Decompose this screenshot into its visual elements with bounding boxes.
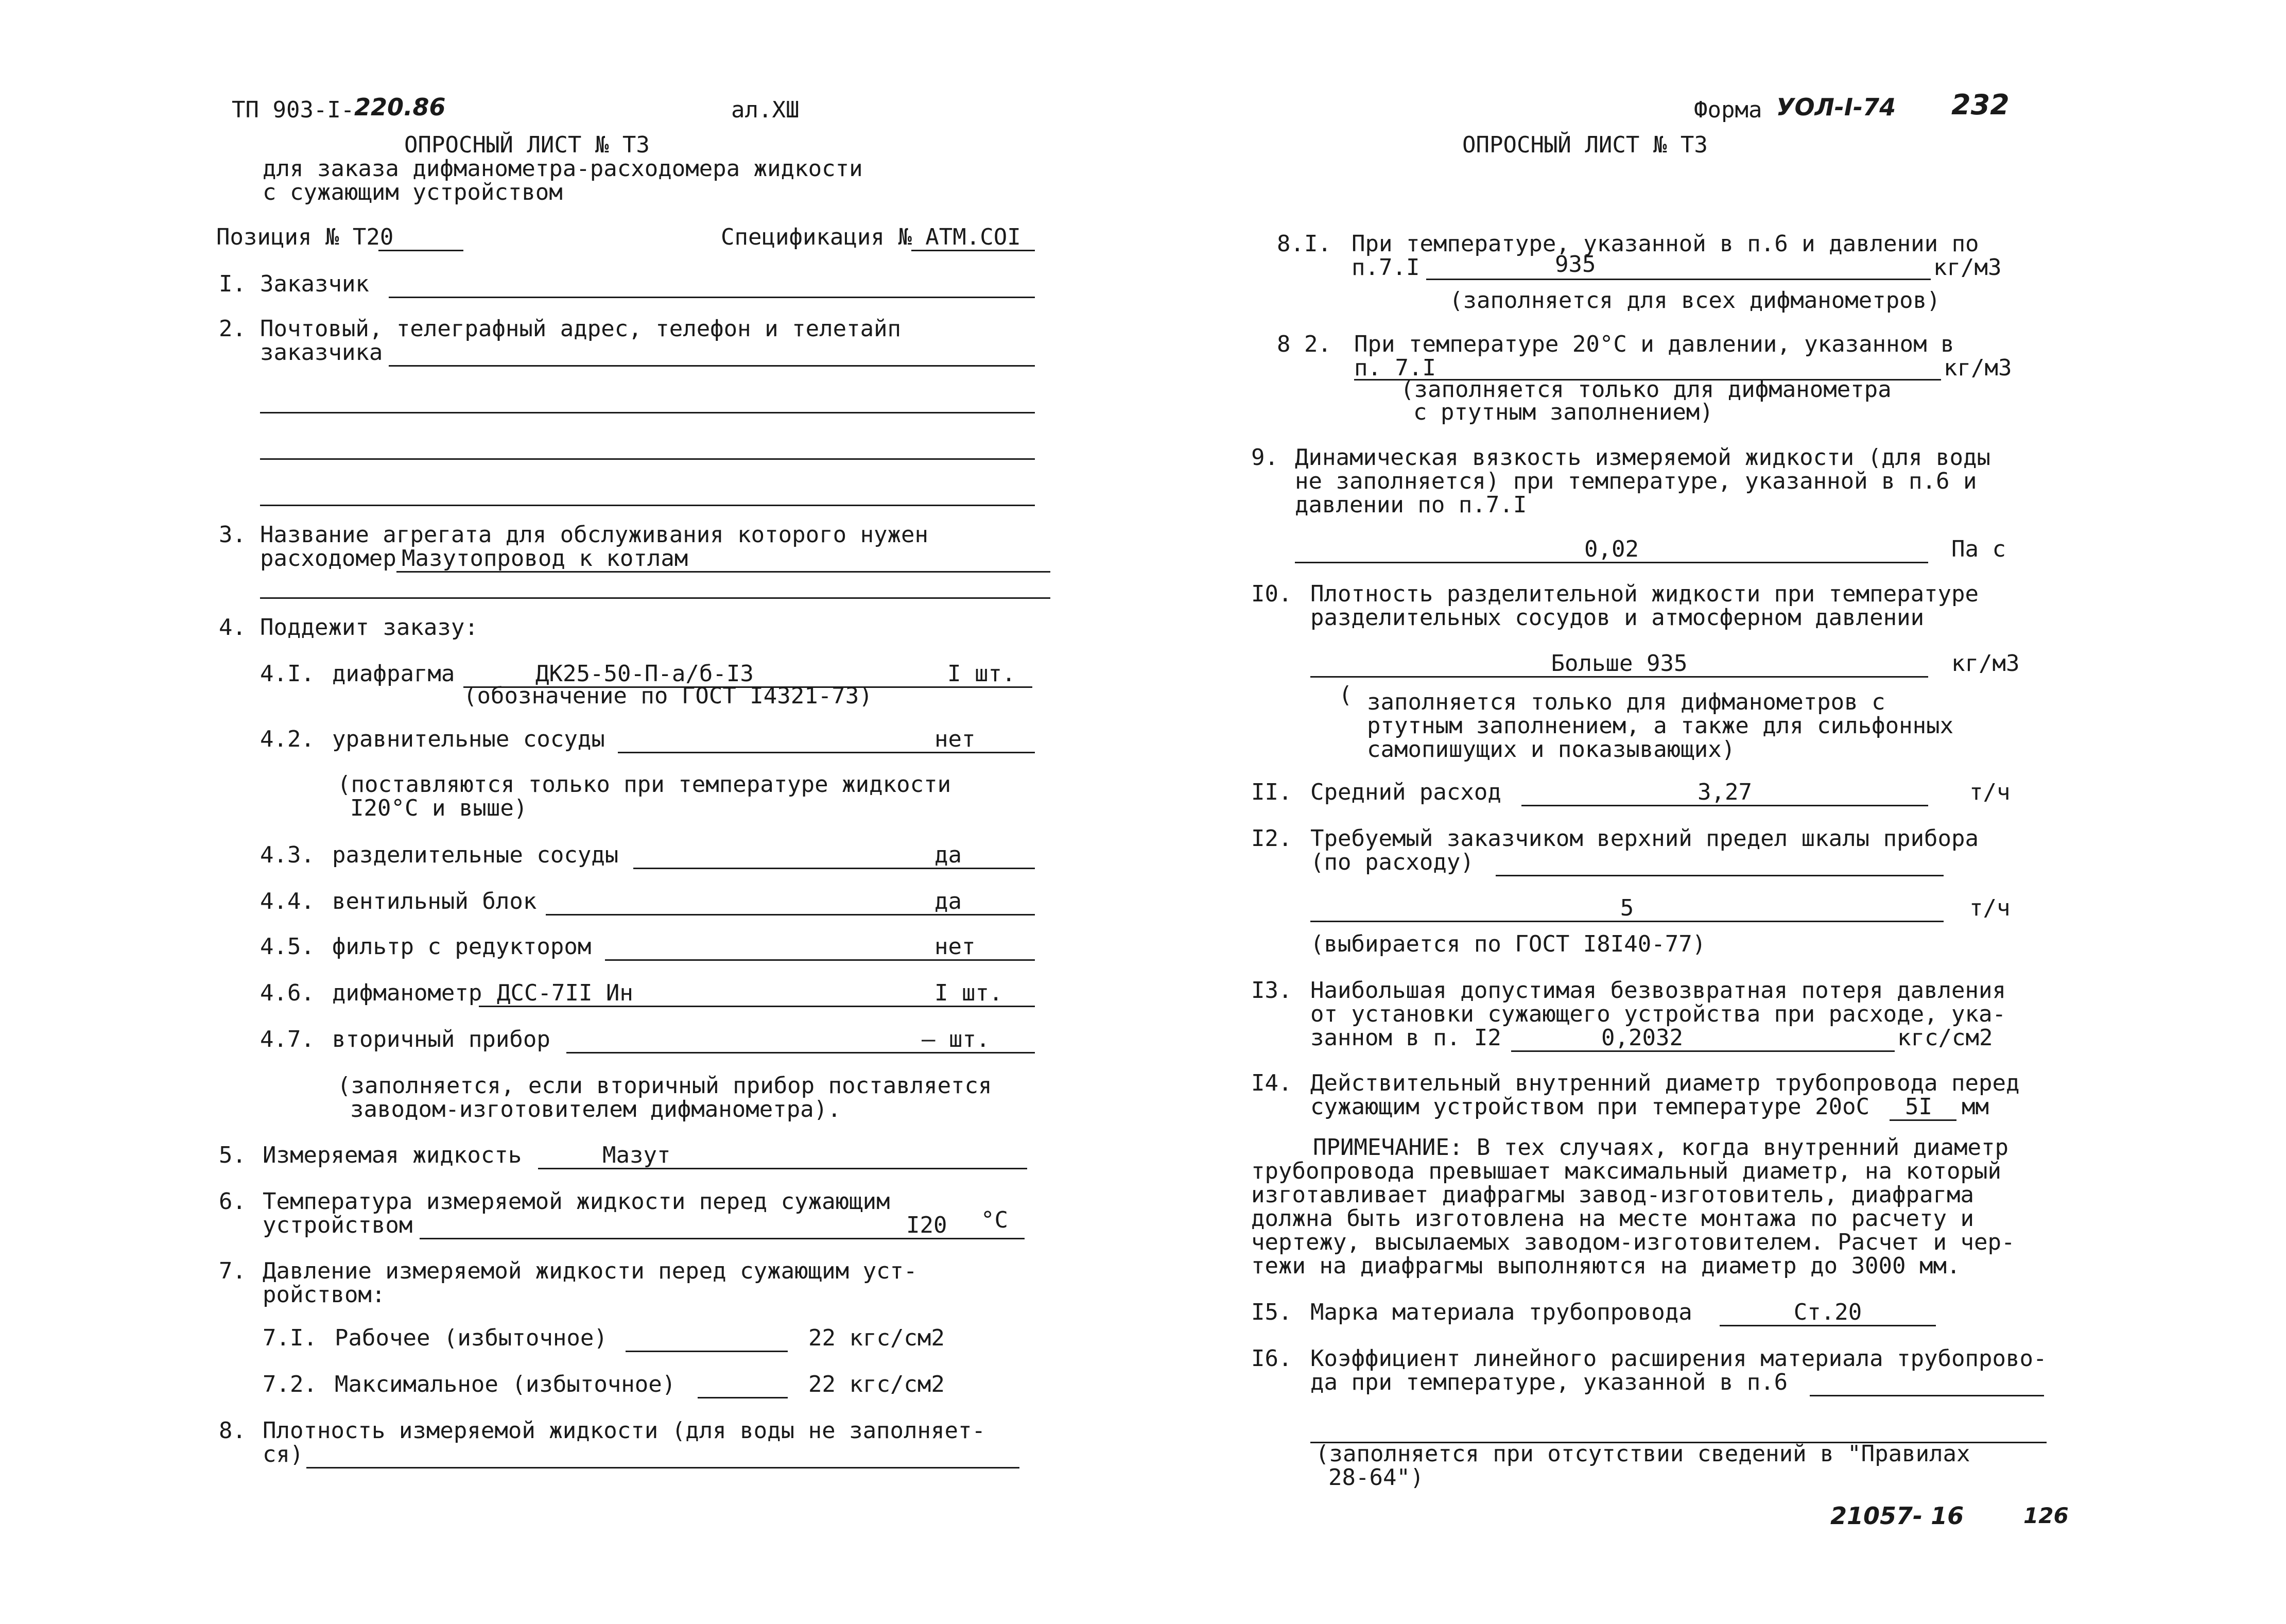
item-4-7-number: 4.7. xyxy=(260,1026,315,1052)
sheet-number-handwritten: 126 xyxy=(2023,1503,2069,1528)
item-8-number: 8. xyxy=(219,1418,246,1444)
item-4-7-label: вторичный прибор xyxy=(332,1026,550,1052)
form-code-handwritten: УОЛ-I-74 xyxy=(1776,93,1896,121)
pipe-diameter-unit: мм xyxy=(1962,1094,1989,1120)
item-8-2-number: 8 2. xyxy=(1277,331,1331,357)
item-3-label-2: расходомер xyxy=(260,545,396,572)
address-field-4[interactable] xyxy=(260,505,1035,506)
temperature-unit: °C xyxy=(981,1207,1008,1233)
item-9-number: 9. xyxy=(1251,444,1278,471)
dp-gauge-underline xyxy=(479,1006,1035,1007)
item-3-number: 3. xyxy=(219,522,246,548)
position-label: Позиция № Т20 xyxy=(216,224,394,250)
form-subtitle-2: с сужающим устройством xyxy=(263,179,563,205)
note-line-2: трубопровода превышает максимальный диаметр, на который xyxy=(1251,1158,2001,1184)
max-pressure-underline xyxy=(698,1397,788,1398)
item-9-label-3: давлении по п.7.I xyxy=(1295,492,1527,518)
secondary-device-qty[interactable]: — шт. xyxy=(922,1026,990,1052)
item-16-label-2: да при температуре, указанной в п.6 xyxy=(1310,1369,1788,1395)
item-8-2-note-2: с ртутным заполнением) xyxy=(1413,399,1713,425)
item-5-label: Измеряемая жидкость xyxy=(263,1142,522,1168)
item-12-note: (выбирается по ГОСТ I8I40-77) xyxy=(1310,931,1706,957)
address-field-1[interactable] xyxy=(389,365,1035,367)
item-4-5-label: фильтр с редуктором xyxy=(332,934,592,960)
item-4-3-label: разделительные сосуды xyxy=(332,842,619,868)
item-16-note-2: 28-64") xyxy=(1328,1464,1424,1491)
item-10-label-2: разделительных сосудов и атмосферном давлении xyxy=(1310,604,1925,631)
form-title-right: ОПРОСНЫЙ ЛИСТ № ТЗ xyxy=(1462,132,1708,158)
density-unit: кг/м3 xyxy=(1933,254,2002,281)
item-3-label: Название агрегата для обслуживания которого нужен xyxy=(260,522,929,548)
item-11-number: II. xyxy=(1251,779,1292,805)
pressure-loss-underline xyxy=(1511,1050,1895,1052)
separating-liquid-density-value[interactable]: Больше 935 xyxy=(1551,650,1688,677)
separating-liquid-density-underline xyxy=(1310,676,1928,678)
item-13-number: I3. xyxy=(1251,977,1292,1004)
item-8-1-label-2: п.7.I xyxy=(1352,254,1420,281)
item-13-label-3: занном в п. I2 xyxy=(1310,1025,1501,1051)
item-16-number: I6. xyxy=(1251,1345,1292,1372)
dp-gauge-value[interactable]: ДСС-7II Ин xyxy=(497,980,633,1006)
item-4-2-note: (поставляются только при температуре жидкости xyxy=(337,771,951,798)
customer-field[interactable] xyxy=(389,297,1035,298)
album-number: ал.XШ xyxy=(731,97,800,123)
item-4-1-label: диафрагма xyxy=(332,661,455,687)
density-underline xyxy=(1426,279,1931,280)
form-label: Форма xyxy=(1694,97,1762,123)
item-8-2-note: (заполняется только для дифманометра xyxy=(1400,376,1892,403)
max-pressure-value[interactable]: 22 кгс/см2 xyxy=(808,1371,945,1397)
page-number-handwritten: 232 xyxy=(1951,89,2010,121)
filter-underline xyxy=(605,959,1035,961)
item-4-2-number: 4.2. xyxy=(260,726,315,752)
item-2-label-2: заказчика xyxy=(260,339,383,366)
item-4-4-label: вентильный блок xyxy=(332,888,537,914)
average-flow-value[interactable]: 3,27 xyxy=(1698,779,1752,805)
item-8-2-label: При температуре 20°С и давлении, указанном в xyxy=(1354,331,1954,357)
item-4-2-note-2: I20°C и выше) xyxy=(350,795,528,821)
address-field-3[interactable] xyxy=(260,458,1035,460)
diaphragm-note: (обозначение по ГОСТ I4321-73) xyxy=(463,683,873,709)
item-2-number: 2. xyxy=(219,316,246,342)
spec-value[interactable]: АТМ.СОI xyxy=(925,224,1021,250)
liquid-density-field[interactable] xyxy=(306,1467,1019,1468)
item-8-1-number: 8.I. xyxy=(1277,231,1331,257)
upper-limit-underline xyxy=(1310,921,1944,922)
valve-block-underline xyxy=(546,914,1035,915)
density-value[interactable]: 935 xyxy=(1555,251,1596,278)
separating-liquid-density-unit: кг/м3 xyxy=(1951,650,2020,677)
item-8-2-label-2: п. 7.I xyxy=(1354,355,1436,381)
item-2-label: Почтовый, телеграфный адрес, телефон и телетайп xyxy=(260,316,902,342)
item-16-note: (заполняется при отсутствии сведений в "Правилах xyxy=(1315,1441,1970,1467)
secondary-device-underline xyxy=(566,1052,1035,1053)
diaphragm-value[interactable]: ДК25-50-П-а/б-I3 xyxy=(535,661,754,687)
separating-vessels-value[interactable]: да xyxy=(934,842,962,868)
note-line-1: ПРИМЕЧАНИЕ: В тех случаях, когда внутренний диаметр xyxy=(1313,1134,2009,1161)
upper-limit-value[interactable]: 5 xyxy=(1620,895,1634,921)
temperature-value[interactable]: I20 xyxy=(906,1212,947,1238)
item-10-number: I0. xyxy=(1251,581,1292,607)
item-4-5-number: 4.5. xyxy=(260,934,315,960)
item-6-label-2: устройством xyxy=(263,1212,413,1238)
pipe-diameter-value[interactable]: 5I xyxy=(1905,1094,1932,1120)
item-7-2-label: Максимальное (избыточное) xyxy=(335,1371,676,1397)
item-7-2-number: 7.2. xyxy=(263,1371,317,1397)
pipe-material-underline xyxy=(1720,1325,1936,1326)
item-12-label: Требуемый заказчиком верхний предел шкалы прибора xyxy=(1310,825,1979,852)
item-4-4-number: 4.4. xyxy=(260,888,315,914)
form-title: ОПРОСНЫЙ ЛИСТ № ТЗ xyxy=(404,132,650,158)
item-8-label-2: ся) xyxy=(263,1441,304,1467)
item-7-label: Давление измеряемой жидкости перед сужающим уст- xyxy=(263,1258,917,1284)
item-4-number: 4. xyxy=(219,614,246,641)
item-4-1-number: 4.I. xyxy=(260,661,315,687)
valve-block-value[interactable]: да xyxy=(934,888,962,914)
item-13-label-2: от установки сужающего устройства при расходе, ука- xyxy=(1310,1001,2006,1027)
unit-name-field-2[interactable] xyxy=(260,597,1050,599)
viscosity-value[interactable]: 0,02 xyxy=(1584,536,1639,562)
note-line-4: должна быть изготовлена на месте монтажа по расчету и xyxy=(1251,1205,1974,1232)
item-10-label: Плотность разделительной жидкости при температуре xyxy=(1310,581,1979,607)
note-line-5: чертежу, высылаемых заводом-изготовителем. Расчет и чер- xyxy=(1251,1229,2015,1255)
density-20c-unit: кг/м3 xyxy=(1944,355,2012,381)
item-4-7-note: (заполняется, если вторичный прибор поставляется xyxy=(337,1073,992,1099)
text-line: ( xyxy=(1339,682,1353,708)
spec-label: Спецификация № xyxy=(721,224,912,250)
item-4-7-note-2: заводом-изготовителем дифманометра). xyxy=(350,1096,841,1122)
item-14-label: Действительный внутренний диаметр трубопровода перед xyxy=(1310,1070,2020,1096)
item-15-number: I5. xyxy=(1251,1299,1292,1325)
item-9-label-2: не заполняется) при температуре, указанной в п.6 и xyxy=(1295,468,1977,494)
separating-vessels-underline xyxy=(633,868,1035,869)
item-15-label: Марка материала трубопровода xyxy=(1310,1299,1692,1325)
item-4-label: Поддежит заказу: xyxy=(260,614,478,641)
archive-number-handwritten: 21057- 16 xyxy=(1830,1502,1964,1530)
item-4-6-label: дифманометр xyxy=(332,980,482,1006)
item-1-number: I. xyxy=(219,271,246,297)
expansion-coefficient-underline[interactable] xyxy=(1810,1395,2044,1396)
item-7-1-label: Рабочее (избыточное) xyxy=(335,1325,608,1351)
unit-name-value[interactable]: Мазутопровод к котлам xyxy=(402,545,688,572)
item-4-3-number: 4.3. xyxy=(260,842,315,868)
viscosity-underline xyxy=(1295,562,1928,563)
note-line-6: тежи на диафрагмы выполняются на диаметр до 3000 мм. xyxy=(1251,1253,1961,1279)
diaphragm-qty[interactable]: I шт. xyxy=(947,661,1016,687)
item-8-label: Плотность измеряемой жидкости (для воды не заполняет- xyxy=(263,1418,985,1444)
item-6-label: Температура измеряемой жидкости перед сужающим xyxy=(263,1188,890,1215)
measured-liquid-value[interactable]: Мазут xyxy=(602,1142,671,1168)
item-14-number: I4. xyxy=(1251,1070,1292,1096)
item-8-1-note: (заполняется для всех дифманометров) xyxy=(1449,287,1941,314)
item-16-label: Коэффициент линейного расширения материала трубопрово- xyxy=(1310,1345,2047,1372)
average-flow-underline xyxy=(1521,805,1928,806)
item-4-6-number: 4.6. xyxy=(260,980,315,1006)
spec-underline xyxy=(911,250,1035,251)
item-8-1-label: При температуре, указанной в п.6 и давлении по xyxy=(1352,231,1979,257)
temperature-underline xyxy=(420,1238,1025,1239)
upper-limit-underline-1 xyxy=(1496,875,1944,876)
filter-value[interactable]: нет xyxy=(934,934,976,960)
viscosity-unit: Па с xyxy=(1951,536,2006,562)
doc-code-handwritten: 220.86 xyxy=(354,93,446,121)
item-10-note-2: ртутным заполнением, а также для сильфонных xyxy=(1367,713,1954,739)
upper-limit-unit: т/ч xyxy=(1969,895,2011,921)
note-line-3: изготавливает диафрагмы завод-изготовитель, диафрагма xyxy=(1251,1182,1974,1208)
average-flow-unit: т/ч xyxy=(1969,779,2011,805)
unit-name-underline xyxy=(396,571,1050,573)
dp-gauge-qty[interactable]: I шт. xyxy=(934,980,1003,1006)
item-12-number: I2. xyxy=(1251,825,1292,852)
pipe-material-value[interactable]: Ст.20 xyxy=(1793,1299,1862,1325)
item-11-label: Средний расход xyxy=(1310,779,1501,805)
item-14-label-2: сужающим устройством при температуре 20оС xyxy=(1310,1094,1870,1120)
item-1-label: Заказчик xyxy=(260,271,369,297)
item-7-label-2: ройством: xyxy=(263,1282,386,1308)
item-6-number: 6. xyxy=(219,1188,246,1215)
item-10-note: заполняется только для дифманометров с xyxy=(1367,689,1885,715)
measured-liquid-underline xyxy=(538,1168,1027,1169)
pressure-loss-value[interactable]: 0,2032 xyxy=(1601,1025,1683,1051)
working-pressure-underline xyxy=(626,1351,788,1352)
item-10-note-3: самопишущих и показывающих) xyxy=(1367,736,1736,763)
item-5-number: 5. xyxy=(219,1142,246,1168)
pipe-diameter-underline xyxy=(1890,1119,1956,1121)
pressure-loss-unit: кгс/см2 xyxy=(1897,1025,1993,1051)
item-12-label-2: (по расходу) xyxy=(1310,849,1474,875)
item-4-2-label: уравнительные сосуды xyxy=(332,726,605,752)
working-pressure-value[interactable]: 22 кгс/см2 xyxy=(808,1325,945,1351)
address-field-2[interactable] xyxy=(260,412,1035,413)
equalizing-vessels-underline xyxy=(618,752,1035,753)
item-7-number: 7. xyxy=(219,1258,246,1284)
item-13-label: Наибольшая допустимая безвозвратная потеря давления xyxy=(1310,977,2006,1004)
equalizing-vessels-value[interactable]: нет xyxy=(934,726,976,752)
item-7-1-number: 7.I. xyxy=(263,1325,317,1351)
form-subtitle: для заказа дифманометра-расходомера жидкости xyxy=(263,156,863,182)
doc-code: ТП 903-I- xyxy=(232,97,355,123)
item-9-label: Динамическая вязкость измеряемой жидкости (для воды xyxy=(1295,444,1991,471)
position-underline xyxy=(378,250,463,251)
